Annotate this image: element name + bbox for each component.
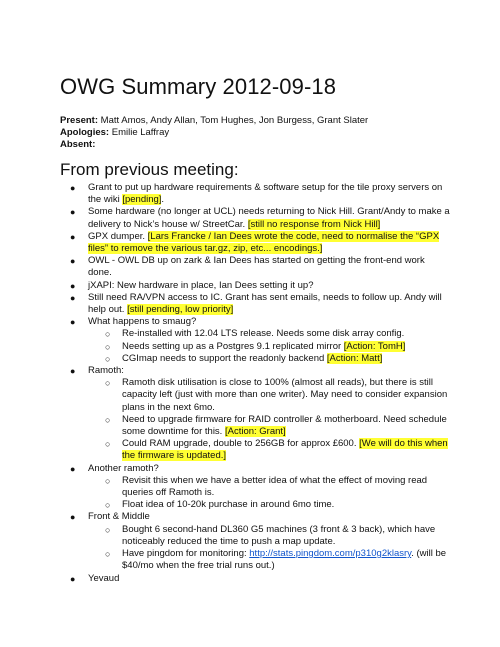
highlight-action: [Action: Grant] [224, 426, 286, 438]
present-label: Present: [60, 115, 99, 126]
list-item [60, 255, 450, 279]
hollow-bullet-icon: ○ [105, 524, 111, 535]
apologies-names: Emilie Laffray [111, 127, 170, 138]
highlight-status: [We will do this when the firmware is updated.] [122, 438, 448, 462]
sub-list-item [88, 438, 450, 462]
hollow-bullet-icon: ○ [105, 439, 111, 450]
highlight-status: [still no response from Nick Hill] [247, 218, 381, 230]
list-item [60, 206, 450, 230]
section-heading: From previous meeting: [60, 160, 239, 179]
highlight-action: [Action: TomH] [343, 340, 406, 352]
item-text: Some hardware (no longer at UCL) needs returning to Nick Hill. Grant/Andy to make a delivery to Nick’s house w/ StreetCar. [88, 206, 450, 230]
item-text: GPX dumper. [88, 230, 146, 242]
highlight-pending: [pending] [122, 194, 162, 206]
item-text: Need to upgrade firmware for RAID controller & motherboard. Need schedule some downtime for this. [122, 413, 447, 438]
hollow-bullet-icon: ○ [105, 378, 111, 389]
item-text: Ramoth disk utilisation is close to 100% (almost all reads), but there is still capacity left (just with more than one writer). May need to consider expansion plans in the next 6mo. [122, 377, 448, 413]
item-text: Yevaud [88, 572, 120, 584]
list-item [60, 511, 450, 572]
sub-list-item [88, 475, 450, 499]
item-text: CGImap needs to support the readonly backend [122, 352, 325, 364]
item-text: Have pingdom for monitoring: [122, 548, 247, 560]
hollow-bullet-icon: ○ [105, 353, 111, 364]
bullet-icon: ● [70, 463, 76, 474]
document-title: OWG Summary 2012-09-18 [60, 74, 337, 99]
item-text: Grant to put up hardware requirements & software setup for the tile proxy servers on the wiki [88, 182, 443, 206]
sub-list-item [88, 524, 450, 548]
absent-line [60, 139, 368, 151]
bullet-icon: ● [70, 512, 76, 523]
item-text: Could RAM upgrade, double to 256GB for approx £600. [122, 438, 357, 450]
item-text: Another ramoth? [88, 462, 159, 474]
sub-list [88, 524, 450, 573]
bullet-icon: ● [70, 366, 76, 377]
bullet-icon: ● [70, 183, 76, 193]
sub-list-item [88, 414, 450, 438]
hollow-bullet-icon: ○ [105, 329, 111, 340]
item-tail: . (will be $40/mo when the free trial runs out.) [122, 548, 447, 572]
notes-list [60, 182, 450, 585]
list-item [60, 292, 450, 316]
pingdom-link[interactable]: http://stats.pingdom.com/p310g2klasry [249, 548, 412, 560]
item-text: Still need RA/VPN access to IC. Grant has sent emails, needs to follow up. Andy will help out. [88, 291, 442, 316]
item-text: jXAPI: New hardware in place, Ian Dees setting it up? [88, 279, 314, 291]
bullet-icon: ● [70, 280, 76, 291]
highlight-status: [still pending, low priority] [127, 304, 234, 316]
bullet-icon: ● [70, 573, 76, 584]
list-item [60, 316, 450, 365]
sub-list-item [88, 499, 450, 511]
item-tail: . [161, 194, 165, 206]
bullet-icon: ● [70, 317, 76, 328]
hollow-bullet-icon: ○ [105, 549, 111, 560]
list-item [60, 365, 450, 463]
sub-list [88, 475, 450, 512]
sub-list-item [88, 353, 450, 365]
sub-list [88, 328, 450, 365]
list-item [60, 463, 450, 512]
apologies-label: Apologies: [60, 127, 110, 138]
notes-list-container [60, 182, 450, 585]
item-text: Needs setting up as a Postgres 9.1 replicated mirror [122, 340, 342, 352]
bullet-icon: ● [70, 207, 76, 218]
list-item [60, 573, 450, 585]
bullet-icon: ● [70, 292, 76, 303]
sub-list-item [88, 377, 450, 414]
sub-list-item [88, 328, 450, 340]
highlight-status: [Lars Francke / Ian Dees wrote the code, need to normalise the “GPX files” to remove the various tar.gz, zip, etc... encodings.] [88, 230, 440, 255]
hollow-bullet-icon: ○ [105, 414, 111, 425]
sub-list-item [88, 341, 450, 353]
absent-label: Absent: [60, 139, 96, 150]
item-text: OWL - OWL DB up on zark & Ian Dees has started on getting the front-end work done. [88, 255, 425, 279]
attendance-block [60, 115, 368, 151]
item-text: Bought 6 second-hand DL360 G5 machines (3 front & 3 back), which have noticeably reduced the time to push a map update. [122, 523, 436, 547]
hollow-bullet-icon: ○ [105, 341, 111, 352]
bullet-icon: ● [70, 231, 76, 242]
hollow-bullet-icon: ○ [105, 475, 111, 486]
item-text: Re-installed with 12.04 LTS release. Needs some disk array config. [122, 328, 405, 340]
present-names: Matt Amos, Andy Allan, Tom Hughes, Jon Burgess, Grant Slater [100, 115, 369, 126]
item-text: Front & Middle [88, 511, 150, 523]
list-item [60, 280, 450, 292]
sub-list [88, 377, 450, 462]
item-text: Revisit this when we have a better idea of what the effect of moving read queries off Ramoth is. [122, 474, 428, 499]
sub-list-item [88, 548, 450, 572]
item-text: Ramoth: [88, 365, 124, 377]
hollow-bullet-icon: ○ [105, 500, 111, 511]
item-text: What happens to smaug? [88, 316, 197, 328]
bullet-icon: ● [70, 256, 76, 267]
list-item [60, 231, 450, 255]
present-line [60, 115, 368, 127]
highlight-action: [Action: Matt] [326, 352, 383, 364]
item-text: Float idea of 10-20k purchase in around 6mo time. [122, 499, 335, 511]
apologies-line [60, 127, 368, 139]
list-item [60, 182, 450, 206]
